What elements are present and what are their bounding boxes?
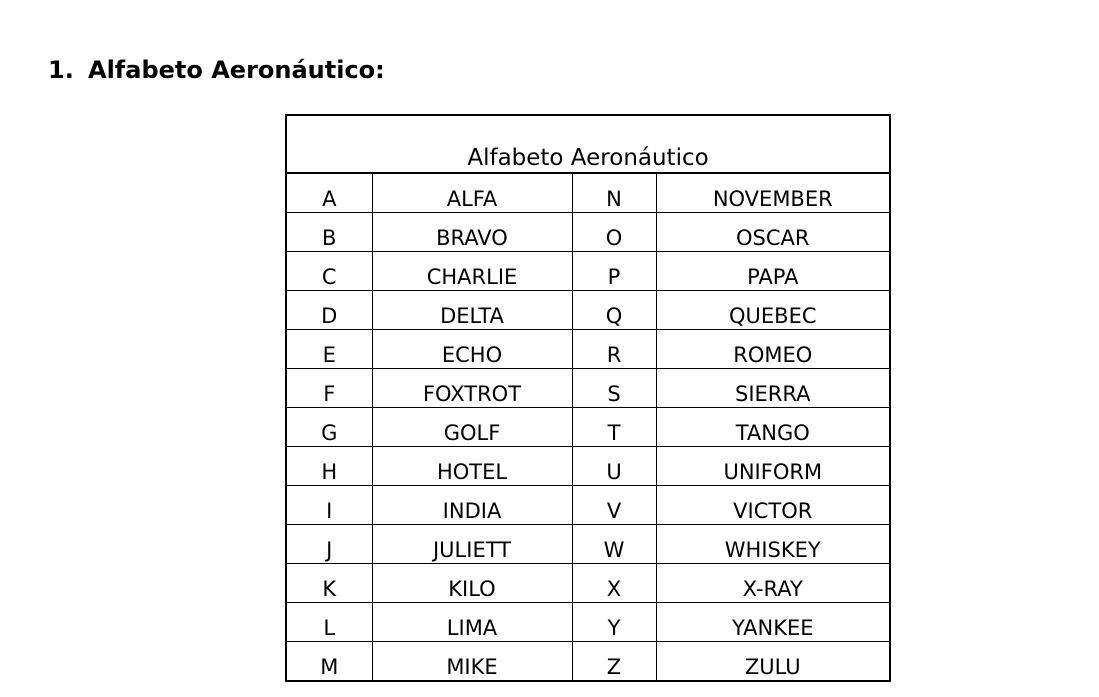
table-row: [286, 173, 890, 213]
table-title: Alfabeto Aeronáutico: [286, 115, 890, 173]
letter-cell: D: [286, 291, 372, 330]
table-title-row: [286, 115, 890, 173]
letter-cell: M: [286, 642, 372, 682]
codeword-cell: QUEBEC: [656, 291, 890, 330]
codeword-cell: JULIETT: [372, 525, 572, 564]
table-row: [286, 369, 890, 408]
table-row: [286, 291, 890, 330]
codeword-cell: SIERRA: [656, 369, 890, 408]
codeword-cell: PAPA: [656, 252, 890, 291]
codeword-cell: CHARLIE: [372, 252, 572, 291]
codeword-cell: UNIFORM: [656, 447, 890, 486]
codeword-cell: GOLF: [372, 408, 572, 447]
codeword-cell: KILO: [372, 564, 572, 603]
letter-cell: F: [286, 369, 372, 408]
codeword-cell: WHISKEY: [656, 525, 890, 564]
letter-cell: I: [286, 486, 372, 525]
table-row: [286, 525, 890, 564]
letter-cell: K: [286, 564, 372, 603]
table-row: [286, 213, 890, 252]
table-row: [286, 603, 890, 642]
table-row: [286, 408, 890, 447]
letter-cell: S: [572, 369, 656, 408]
phonetic-alphabet-table: [285, 114, 891, 682]
table-row: [286, 486, 890, 525]
table-row: [286, 252, 890, 291]
letter-cell: Q: [572, 291, 656, 330]
codeword-cell: BRAVO: [372, 213, 572, 252]
codeword-cell: LIMA: [372, 603, 572, 642]
letter-cell: B: [286, 213, 372, 252]
letter-cell: L: [286, 603, 372, 642]
section-number: 1.: [48, 56, 74, 84]
table-row: [286, 330, 890, 369]
letter-cell: G: [286, 408, 372, 447]
table-row: [286, 447, 890, 486]
codeword-cell: TANGO: [656, 408, 890, 447]
codeword-cell: MIKE: [372, 642, 572, 682]
letter-cell: Z: [572, 642, 656, 682]
codeword-cell: ALFA: [372, 173, 572, 213]
letter-cell: P: [572, 252, 656, 291]
table-row: [286, 564, 890, 603]
letter-cell: J: [286, 525, 372, 564]
letter-cell: X: [572, 564, 656, 603]
codeword-cell: INDIA: [372, 486, 572, 525]
table-body: [286, 173, 890, 681]
codeword-cell: NOVEMBER: [656, 173, 890, 213]
codeword-cell: OSCAR: [656, 213, 890, 252]
letter-cell: R: [572, 330, 656, 369]
codeword-cell: ZULU: [656, 642, 890, 682]
table-row: [286, 642, 890, 682]
codeword-cell: ECHO: [372, 330, 572, 369]
letter-cell: H: [286, 447, 372, 486]
letter-cell: A: [286, 173, 372, 213]
letter-cell: O: [572, 213, 656, 252]
section-heading: [48, 52, 385, 88]
codeword-cell: HOTEL: [372, 447, 572, 486]
letter-cell: Y: [572, 603, 656, 642]
letter-cell: T: [572, 408, 656, 447]
codeword-cell: X-RAY: [656, 564, 890, 603]
letter-cell: E: [286, 330, 372, 369]
letter-cell: V: [572, 486, 656, 525]
letter-cell: U: [572, 447, 656, 486]
codeword-cell: YANKEE: [656, 603, 890, 642]
letter-cell: C: [286, 252, 372, 291]
codeword-cell: VICTOR: [656, 486, 890, 525]
codeword-cell: ROMEO: [656, 330, 890, 369]
codeword-cell: FOXTROT: [372, 369, 572, 408]
letter-cell: N: [572, 173, 656, 213]
letter-cell: W: [572, 525, 656, 564]
section-title: Alfabeto Aeronáutico:: [88, 56, 385, 84]
codeword-cell: DELTA: [372, 291, 572, 330]
